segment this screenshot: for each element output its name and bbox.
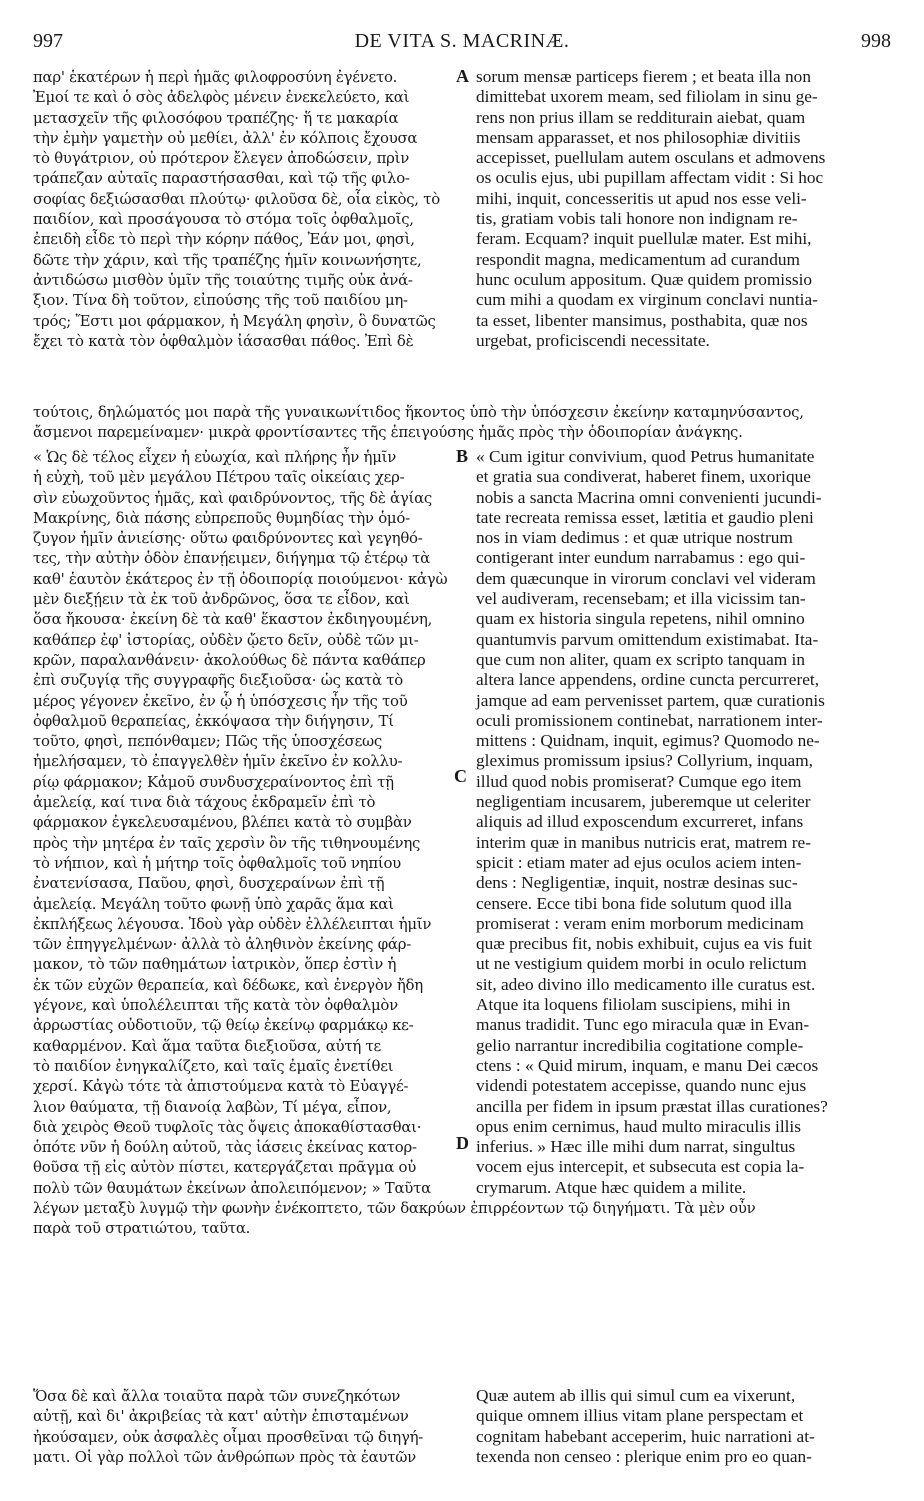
greek-text-line: ἐπειδὴ εἶδε τὸ περὶ τὴν κόρην πάθος, Ἐάν μοι, φησὶ, xyxy=(33,230,415,249)
latin-text-line: respondit magna, medicamentum ad curandum xyxy=(476,249,800,269)
greek-text-line: χερσί. Κἀγὼ τότε τὰ ἀπιστούμενα κατὰ τὸ Εὐαγγέ- xyxy=(33,1077,409,1096)
greek-text-line: καθάπερ ἐφ' ἱστορίας, οὐδὲν ᾤετο δεῖν, οὐδὲ τῶν μι- xyxy=(33,630,419,649)
greek-text-line: ὁπότε νῦν ἡ δούλη αὐτοῦ, τὰς ἰάσεις ἐκείνας κατορ- xyxy=(33,1138,417,1157)
latin-text-line: cum mihi a quodam ex virginum conclavi nuntia- xyxy=(476,290,818,310)
latin-text-line: texenda non censeo : plerique enim pro eo quan- xyxy=(476,1446,812,1466)
greek-text-line: ἐνατενίσασα, Παῦου, φησὶ, δυσχεραίνων ἐπὶ τῇ xyxy=(33,874,385,893)
greek-column-block-c xyxy=(33,1386,423,1467)
greek-text-line: μακον, τὸ τῶν παθημάτων ἰατρικὸν, ὅπερ ἐστὶν ἡ xyxy=(33,955,397,974)
greek-text-line: ὅσα ἤκουσα· ἐκείνη δὲ τὰ καθ' ἕκαστον ἐκδιηγουμένη, xyxy=(33,610,433,629)
latin-text-line: « Cum igitur convivium, quod Petrus humanitate xyxy=(476,447,815,466)
greek-text-line: ξιον. Τίνα δὴ τοῦτον, εἰπούσης τῆς τοῦ παιδίου μη- xyxy=(33,291,408,310)
greek-text-line: τοῦτο, φησὶ, πεπόνθαμεν; Πῶς τῆς ὑποσχέσεως xyxy=(33,732,383,751)
latin-text-line: accepisset, puellulam autem osculans et admovens xyxy=(476,148,826,168)
latin-text-line: rens non prius illam se redditurain aiebat, quam xyxy=(476,107,806,127)
greek-text-line: τῶν ἐπηγγελμένων· ἀλλὰ τὸ ἀληθινὸν ἐκείνης φάρ- xyxy=(33,935,412,954)
latin-text-line: urgebat, proficiscendi necessitate. xyxy=(476,330,710,350)
latin-text-line: nos in viam dedimus : et quæ utrique nostrum xyxy=(476,528,793,548)
latin-text-line: ctens : « Quid mirum, inquam, e manu Dei cæcos xyxy=(476,1055,819,1075)
latin-text-line: quantumvis parvum omittendum existimabat. Ita- xyxy=(476,629,819,649)
greek-text-line: φάρμακον ἐγκελευσαμένου, βλέπει κατὰ τὸ συμβὰν xyxy=(33,813,412,832)
section-marker-a: A xyxy=(456,66,469,86)
greek-text-line: τὸ νήπιον, καὶ ἡ μήτηρ τοῖς ὀφθαλμοῖς τοῦ νηπίου xyxy=(33,853,401,872)
greek-text-line: ἀμελείᾳ, καί τινα διὰ τάχους ἐκδραμεῖν ἐπὶ τὸ xyxy=(33,793,376,812)
greek-text-line: ἐκπλήξεως λέγουσα. Ἰδοὺ γὰρ οὐδὲν ἐλλέλειπται ἡμῖν xyxy=(33,914,432,933)
section-marker-c: C xyxy=(454,766,467,786)
latin-text-line: videndi potestatem accepisse, quando nunc ejus xyxy=(476,1076,807,1096)
latin-text-line: oculi promissionem continebat, narrationem inter- xyxy=(476,710,823,730)
greek-text-line: καθαρμένον. Καὶ ἅμα ταῦτα διεξιοῦσα, αὐτή τε xyxy=(33,1036,381,1055)
left-page-number: 997 xyxy=(33,30,63,52)
latin-text-line: Atque ita loquens filiolam suscipiens, mihi in xyxy=(476,995,791,1015)
latin-text-line: nobis a sancta Macrina omni convenienti jucundi- xyxy=(476,487,822,507)
latin-text-line: illud quod nobis promiserat? Cumque ego item xyxy=(476,771,802,791)
latin-text-line: tis, gratiam vobis tali honore non indignam re- xyxy=(476,209,798,229)
latin-text-line: contigerant inter eundum narrabamus : ego qui- xyxy=(476,548,806,568)
greek-text-line: ἄσμενοι παρεμείναμεν· μικρὰ φροντίσαντες τῆς ἐπειγούσης ἡμᾶς πρὸς τὴν ὁδοιπορίαν ἀνάγκης. xyxy=(33,423,743,442)
greek-text-line: ἐπὶ συζυγίᾳ τῆς συγγραφῆς διεξιοῦσα· ὡς κατὰ τὸ xyxy=(33,671,404,690)
greek-column-block-a xyxy=(33,67,440,351)
greek-text-line: παρ' ἑκατέρων ἡ περὶ ἡμᾶς φιλοφροσύνη ἐγένετο. xyxy=(33,68,398,86)
greek-text-line: πρὸς τὴν μητέρα ἐν ταῖς χερσὶν ὂν τῆς τιθηνουμένης xyxy=(33,833,421,852)
greek-text-line: ὀφθαλμοῦ θεραπείας, ἐκκόψασα τὴν διήγησιν, Τί xyxy=(33,711,394,730)
latin-text-line: mihi, inquit, concesseritis ut apud nos esse veli- xyxy=(476,188,807,208)
greek-text-line: τὸ θυγάτριον, οὐ πρότερον ἔλεγεν ἀποδώσειν, πρὶν xyxy=(33,149,410,168)
greek-text-line: μὲν διεξῄειν τὰ ἐκ τοῦ ἀνδρῶνος, ὅσα τε εἶδον, καὶ xyxy=(33,590,410,609)
latin-text-line: hunc oculum appositum. Quæ quidem promissio xyxy=(476,269,813,289)
latin-column-block-a xyxy=(476,67,825,351)
greek-text-line: λιον θαύματα, τῇ διανοίᾳ λαβὼν, Τί μέγα, εἶπον, xyxy=(33,1097,392,1116)
latin-text-line: crymarum. Atque hæc quidem a milite. xyxy=(476,1177,747,1197)
greek-text-line: αὐτῇ, καὶ δι' ἀκριβείας τὰ κατ' αὐτὴν ἐπισταμένων xyxy=(33,1407,409,1426)
latin-text-line: dem quæcunque in virorum conclavi vel videram xyxy=(476,568,816,588)
running-title: DE VITA S. MACRINÆ. xyxy=(354,30,570,52)
latin-text-line: ancilla per fidem in ipsum præstat illas curationes? xyxy=(476,1096,828,1116)
greek-text-line: ἀντιδώσω μισθὸν ὑμῖν τῆς τοιαύτης τιμῆς οὐκ ἀνά- xyxy=(33,270,413,289)
section-marker-d: D xyxy=(456,1133,469,1153)
greek-text-line: πολὺ τῶν θαυμάτων ἐκείνων ἀπολειπόμενον; » Ταῦτα xyxy=(33,1178,431,1197)
greek-text-line: ρίῳ φάρμακον; Κἀμοῦ συνδυσχεραίνοντος ἐπὶ τῇ xyxy=(33,772,394,791)
section-marker-b: B xyxy=(456,446,469,466)
latin-text-line: que cum non aliter, quam ex scripto tanquam in xyxy=(476,649,806,669)
latin-text-line: altera lance appendens, ordine cuncta percurreret, xyxy=(476,670,820,690)
greek-text-line: τρός; Ἔστι μοι φάρμακον, ἡ Μεγάλη φησὶν, ὃ δυνατῶς xyxy=(33,311,436,330)
latin-text-line: quæ precibus fit, nobis exhibuit, cujus ea vis fuit xyxy=(476,934,812,954)
greek-text-line: ἀρρωστίας οὐδοτιοῦν, τῷ θείῳ ἐκείνῳ φαρμάκῳ κε- xyxy=(33,1016,414,1035)
latin-text-line: tate recreata remissa esset, lætitia et gaudio pleni xyxy=(476,507,814,527)
greek-text-line: παιδίον, καὶ προσάγουσα τὸ στόμα τοῖς ὀφθαλμοῖς, xyxy=(33,210,414,229)
latin-text-line: mittens : Quidnam, inquit, egimus? Quomodo ne- xyxy=(476,731,820,751)
latin-text-line: promiserat : veram enim morborum medicinam xyxy=(476,913,804,933)
latin-text-line: negligentiam incusarem, juberemque ut celeriter xyxy=(476,792,811,812)
latin-text-line: feram. Ecquam? inquit puellulæ mater. Est mihi, xyxy=(476,229,812,249)
latin-text-line: interim quæ in manibus nutricis erat, matrem re- xyxy=(476,832,811,852)
greek-text-line: τὸ παιδίον ἐνηγκαλίζετο, καὶ ταῖς ἐμαῖς ἐνετίθει xyxy=(33,1056,394,1075)
greek-text-line: τράπεζαν αὐταῖς παραστήσασθαι, καὶ τῷ τῆς φιλο- xyxy=(33,169,410,188)
greek-text-line: τὴν ἐμὴν γαμετὴν οὐ μεθίει, ἀλλ' ἐν κόλποις ἔχουσα xyxy=(33,128,418,147)
latin-text-line: dens : Negligentiæ, inquit, nostræ desinas suc- xyxy=(476,873,798,893)
latin-text-line: ut ne vestigium quidem morbi in oculo relictum xyxy=(476,954,807,974)
greek-text-line: ἡ εὐχὴ, τοῦ μὲν μεγάλου Πέτρου ταῖς οἰκείαις χερ- xyxy=(33,468,405,487)
greek-text-line: γέγονε, καὶ ὑπολέλειπται τῆς κατὰ τὸν ὀφθαλμὸν xyxy=(33,996,398,1015)
greek-text-line: διὰ χειρὸς Θεοῦ τυφλοῖς τὰς ὄψεις ἀποκαθίστασθαι· xyxy=(33,1117,422,1136)
latin-column-block-c xyxy=(476,1386,815,1467)
latin-text-line: mensam apparasset, et nos philosophiæ divitiis xyxy=(476,127,801,147)
greek-text-line: σοφίας δεξιώσασθαι πλούτῳ· φιλοῦσα δὲ, οἷα εἰκὸς, τὸ xyxy=(33,189,440,208)
greek-text-line: κρῶν, παραλανθάνειν· ἀκολούθως δὲ πάντα καθάπερ xyxy=(33,650,426,669)
greek-text-line: ἐκ τῶν εὐχῶν θεραπεία, καὶ δέδωκε, καὶ ἐνεργὸν ἤδη xyxy=(33,975,423,994)
latin-text-line: os oculis ejus, ubi pupillam affectam vidit : Si hoc xyxy=(476,168,824,188)
latin-text-line: manus tradidit. Tunc ego miracula quæ in Evan- xyxy=(476,1015,810,1035)
greek-text-line: δῶτε τὴν χάριν, καὶ τῆς τραπέζης ἡμῖν κοινωνήσητε, xyxy=(33,250,422,269)
latin-text-line: sorum mensæ particeps fierem ; et beata illa non xyxy=(476,67,811,86)
latin-text-line: gelio narrantur incredibilia cogitatione comple- xyxy=(476,1035,804,1055)
latin-text-line: jamque ad eam pervenisset partem, quæ curationis xyxy=(476,690,825,710)
latin-text-line: sit, adeo divino illo medicamento ille curatus est. xyxy=(476,974,816,994)
greek-text-line: Μακρίνης, διὰ πάσης εὐπρεποῦς θυμηδίας τὴν ὁμό- xyxy=(33,508,410,527)
greek-text-line: θοῦσα τῇ εἰς αὐτὸν πίστει, κατεργάζεται πρᾶγμα οὐ xyxy=(33,1158,416,1177)
latin-text-line: dimittebat uxorem meam, sed filiolam in sinu ge- xyxy=(476,87,818,107)
greek-text-line: ἠκούσαμεν, οὐκ ἀσφαλὲς οἶμαι προσθεῖναι τῷ διηγή- xyxy=(33,1427,424,1446)
greek-text-line: « Ὡς δὲ τέλος εἶχεν ἡ εὐωχία, καὶ πλήρης ἦν ἡμῖν xyxy=(33,448,397,466)
latin-text-line: aliquis ad illud exposcendum excurreret, infans xyxy=(476,812,804,832)
greek-text-line: τούτοις, δηλώματός μοι παρὰ τῆς γυναικωνίτιδος ἥκοντος ὑπὸ τὴν ὑπόσχεσιν ἐκείνην καταμηνύσαντος, xyxy=(33,403,804,421)
greek-text-line: καθ' ἑαυτὸν ἑκάτερος ἐν τῇ ὁδοιπορίᾳ ποιούμενοι· κἀγὼ xyxy=(33,569,448,588)
greek-text-line: ἀμελείᾳ. Μεγάλη τοῦτο φωνῇ ὑπὸ χαρᾶς ἅμα καὶ xyxy=(33,894,394,913)
greek-text-line: ζυγον ἡμῖν ἀνιείσης· οὕτω φαιδρύνοντες καὶ γεγηθό- xyxy=(33,529,423,548)
latin-text-line: opus enim cernimus, haud multo miraculis illis xyxy=(476,1116,801,1136)
greek-text-line: ἔχει τὸ κατὰ τὸν ὀφθαλμὸν ἰάσασθαι πάθος. Ἐπὶ δὲ xyxy=(33,331,414,350)
greek-text-line: Ὅσα δὲ καὶ ἄλλα τοιαῦτα παρὰ τῶν συνεζηκότων xyxy=(33,1387,401,1405)
greek-text-line: παρὰ τοῦ στρατιώτου, ταῦτα. xyxy=(33,1219,251,1238)
greek-text-line: μέρος γέγονεν ἐκεῖνο, ἐν ᾧ ἡ ὑπόσχεσις ἦν τῆς τοῦ xyxy=(33,691,408,710)
latin-text-line: gleximus promissum ipsius? Collyrium, inquam, xyxy=(476,751,813,771)
latin-text-line: quam ex historia singula repetens, nihil omnino xyxy=(476,609,805,629)
greek-text-line: ἠμελήσαμεν, τὸ ἐπαγγελθὲν ἡμῖν ἐκεῖνο ἐν κολλυ- xyxy=(33,752,403,771)
greek-full-width-lines xyxy=(33,402,804,443)
page-header xyxy=(33,30,891,56)
greek-text-line: σὶν εὐωχοῦντος ἡμᾶς, καὶ φαιδρύνοντος, τῆς δὲ ἁγίας xyxy=(33,488,432,507)
latin-text-line: ta esset, libenter mansimus, posthabita, quæ nos xyxy=(476,310,808,330)
latin-text-line: spicit : etiam mater ad ejus oculos aciem inten- xyxy=(476,852,802,872)
latin-text-line: quique omnem illius vitam plane perspectam et xyxy=(476,1406,804,1426)
latin-text-line: Quæ autem ab illis qui simul cum ea vixerunt, xyxy=(476,1386,796,1405)
latin-text-line: inferius. » Hæc ille mihi dum narrat, singultus xyxy=(476,1137,796,1157)
latin-text-line: et gratia sua condiverat, haberet finem, uxorique xyxy=(476,467,811,487)
greek-text-line: ματι. Οἱ γὰρ πολλοὶ τῶν ἀνθρώπων πρὸς τὰ ἑαυτῶν xyxy=(33,1447,416,1466)
greek-text-line: Ἐμοί τε καὶ ὁ σὸς ἀδελφὸς μένειν ἐνεκελεύετο, καὶ xyxy=(33,88,410,107)
greek-text-line: τες, τὴν αὐτὴν ὁδὸν ἐπανῄειμεν, διήγημα τῷ ἑτέρῳ τὰ xyxy=(33,549,430,568)
greek-text-line: μετασχεῖν τῆς φιλοσόφου τραπέζης· ἥ τε μακαρία xyxy=(33,108,399,127)
right-page-number: 998 xyxy=(861,30,891,52)
latin-text-line: vel audiveram, recensebam; et illa vicissim tan- xyxy=(476,589,806,609)
latin-text-line: vocem ejus intercepit, et subsecuta est copia la- xyxy=(476,1157,805,1177)
latin-text-line: censere. Ecce tibi bona fide solutum quod illa xyxy=(476,893,792,913)
greek-text-line: λέγων μεταξὺ λυγμῷ τὴν φωνὴν ἐνέκοπτετο, τῶν δακρύων ἐπιρρέοντων τῷ διηγήματι. Τὰ μὲν οὖν xyxy=(33,1198,756,1217)
latin-column-block-b xyxy=(476,447,828,1198)
latin-text-line: cognitam habebant acceperim, huic narrationi at- xyxy=(476,1426,815,1446)
